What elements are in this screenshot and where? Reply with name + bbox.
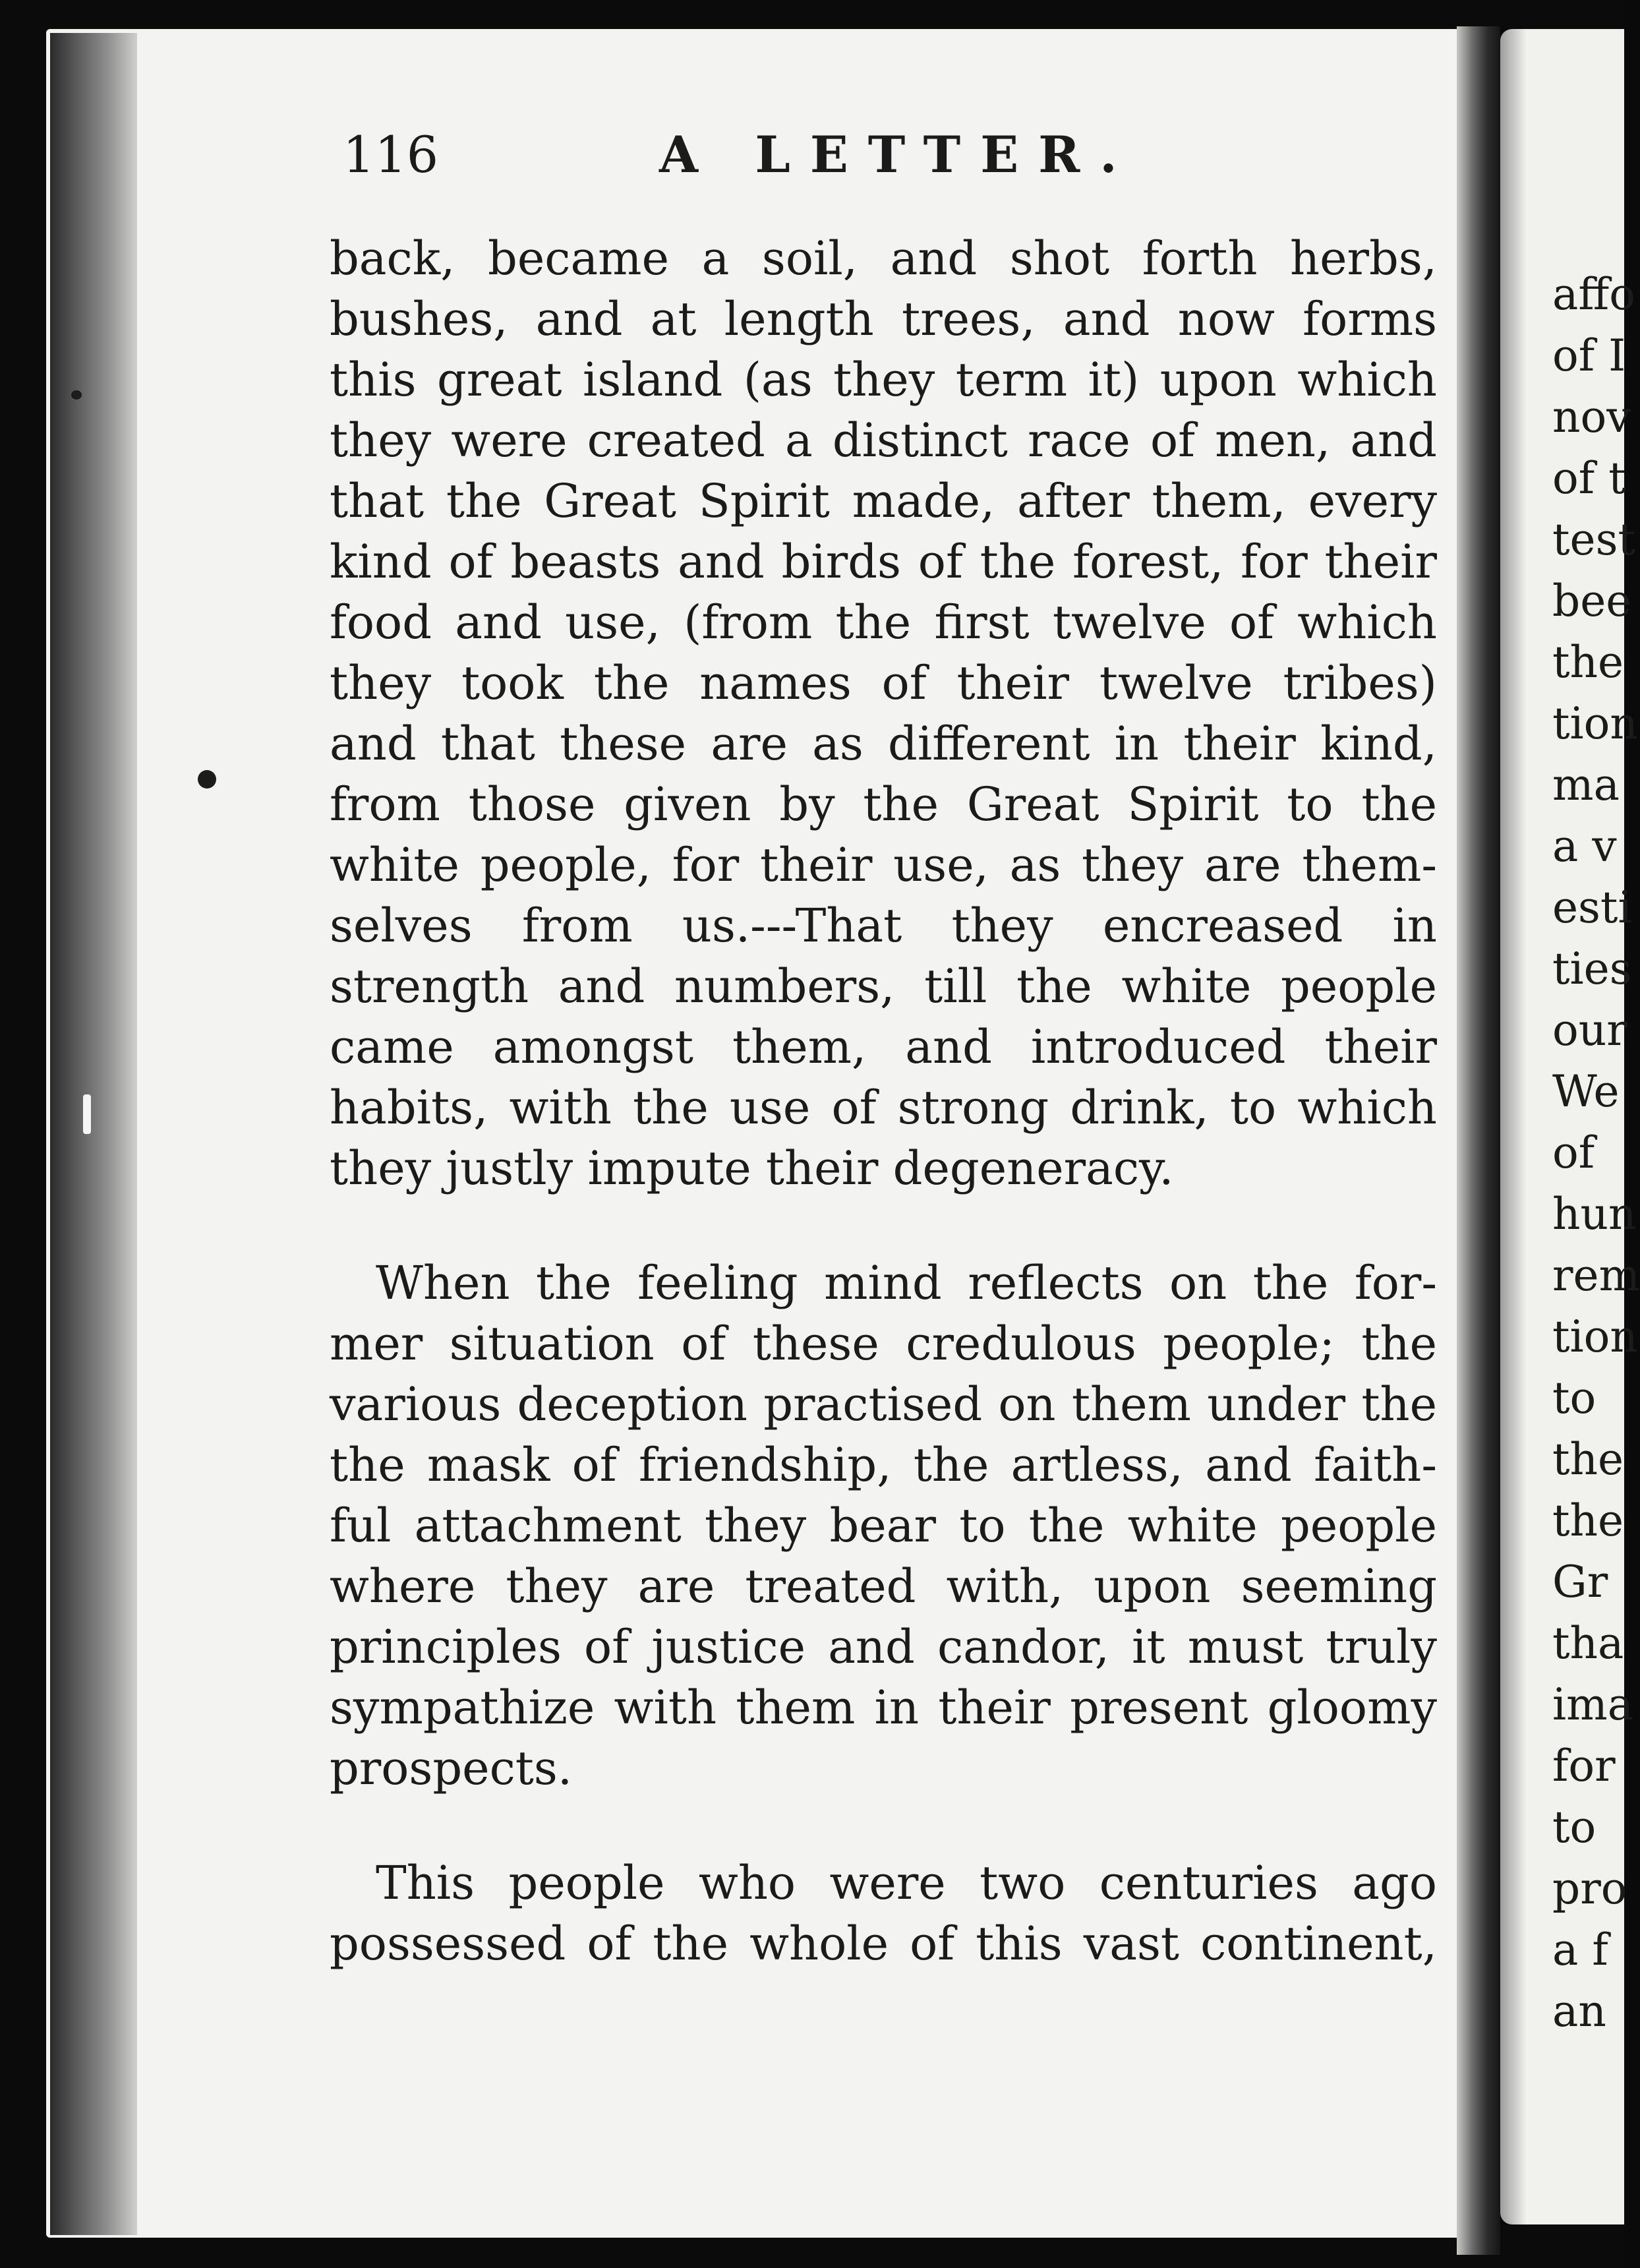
text-line: sympathize with them in their present gloomy — [330, 1681, 1437, 1735]
text-fragment: a f — [1552, 1925, 1608, 1975]
text-fragment: test — [1552, 514, 1635, 565]
left-page-text — [330, 125, 1437, 2028]
ink-speck — [83, 1094, 91, 1134]
text-fragment: rem — [1552, 1250, 1640, 1301]
text-fragment: tha — [1552, 1618, 1624, 1669]
text-line: and that these are as different in their kind, — [330, 717, 1437, 771]
text-fragment: of — [1552, 1127, 1595, 1178]
ink-speck — [198, 770, 216, 789]
text-line: bushes, and at length trees, and now forms — [330, 292, 1437, 346]
text-fragment: pro — [1552, 1863, 1627, 1914]
text-fragment: tion — [1552, 1311, 1638, 1362]
paragraph — [330, 1253, 1437, 1799]
body-text — [330, 228, 1437, 1974]
text-line: ful attachment they bear to the white people — [330, 1499, 1437, 1553]
text-fragment: ties — [1552, 943, 1632, 994]
text-fragment: an — [1552, 1986, 1606, 2037]
text-line: this great island (as they term it) upon which — [330, 353, 1437, 407]
text-fragment: our — [1552, 1005, 1627, 1056]
right-page-shadow — [1500, 29, 1527, 2224]
text-line: they took the names of their twelve tribes) — [330, 656, 1437, 710]
text-fragment: affo — [1552, 269, 1635, 320]
text-line: When the feeling mind reflects on the for- — [376, 1256, 1437, 1310]
text-fragment: We — [1552, 1066, 1620, 1117]
text-line: food and use, (from the first twelve of which — [330, 595, 1437, 649]
text-fragment: to — [1552, 1373, 1596, 1423]
page-header — [330, 125, 1437, 198]
binding-edge — [50, 33, 137, 2235]
text-fragment: tion — [1552, 698, 1638, 749]
text-fragment: the — [1552, 1495, 1624, 1546]
text-fragment: Gr — [1552, 1557, 1608, 1607]
text-fragment: nov — [1552, 392, 1631, 442]
text-line: they were created a distinct race of men, and — [330, 413, 1437, 467]
text-fragment: for — [1552, 1741, 1616, 1791]
text-line: kind of beasts and birds of the forest, for their — [330, 535, 1437, 589]
text-fragment: esti — [1552, 882, 1632, 933]
text-line: This people who were two centuries ago — [376, 1856, 1437, 1910]
ink-speck — [71, 390, 82, 400]
page-gutter — [1457, 26, 1500, 2255]
text-line: the mask of friendship, the artless, and faith- — [330, 1438, 1437, 1492]
text-fragment: the — [1552, 637, 1624, 688]
text-fragment: ima — [1552, 1679, 1634, 1730]
text-line: mer situation of these credulous people; the — [330, 1317, 1437, 1371]
text-fragment: ma — [1552, 760, 1620, 810]
text-fragment: bee — [1552, 576, 1632, 626]
text-line: they justly impute their degeneracy. — [330, 1141, 1174, 1195]
text-fragment: of t — [1552, 453, 1626, 504]
text-line: where they are treated with, upon seeming — [330, 1559, 1437, 1613]
paragraph — [330, 1853, 1437, 1974]
text-line: white people, for their use, as they are them- — [330, 838, 1437, 892]
text-line: principles of justice and candor, it must truly — [330, 1620, 1437, 1674]
text-line: came amongst them, and introduced their — [330, 1020, 1437, 1074]
text-fragment: the — [1552, 1434, 1624, 1485]
text-line: back, became a soil, and shot forth herbs, — [330, 231, 1437, 285]
text-line: from those given by the Great Spirit to the — [330, 777, 1437, 831]
paragraph — [330, 228, 1437, 1199]
text-line: habits, with the use of strong drink, to which — [330, 1081, 1437, 1135]
text-fragment: of I — [1552, 330, 1626, 381]
text-line: various deception practised on them under the — [330, 1377, 1437, 1431]
text-line: that the Great Spirit made, after them, every — [330, 474, 1437, 528]
text-fragment: a v — [1552, 821, 1617, 872]
text-line: prospects. — [330, 1741, 573, 1795]
text-line: selves from us.---That they encreased in — [330, 899, 1437, 953]
text-line: strength and numbers, till the white people — [330, 959, 1437, 1013]
text-fragment: hun — [1552, 1189, 1637, 1239]
page-number: 116 — [343, 125, 439, 184]
text-line: possessed of the whole of this vast continent, — [330, 1917, 1437, 1971]
running-title: A LETTER. — [659, 125, 1137, 184]
right-page-text — [1552, 264, 1640, 2042]
text-fragment: to — [1552, 1802, 1596, 1853]
